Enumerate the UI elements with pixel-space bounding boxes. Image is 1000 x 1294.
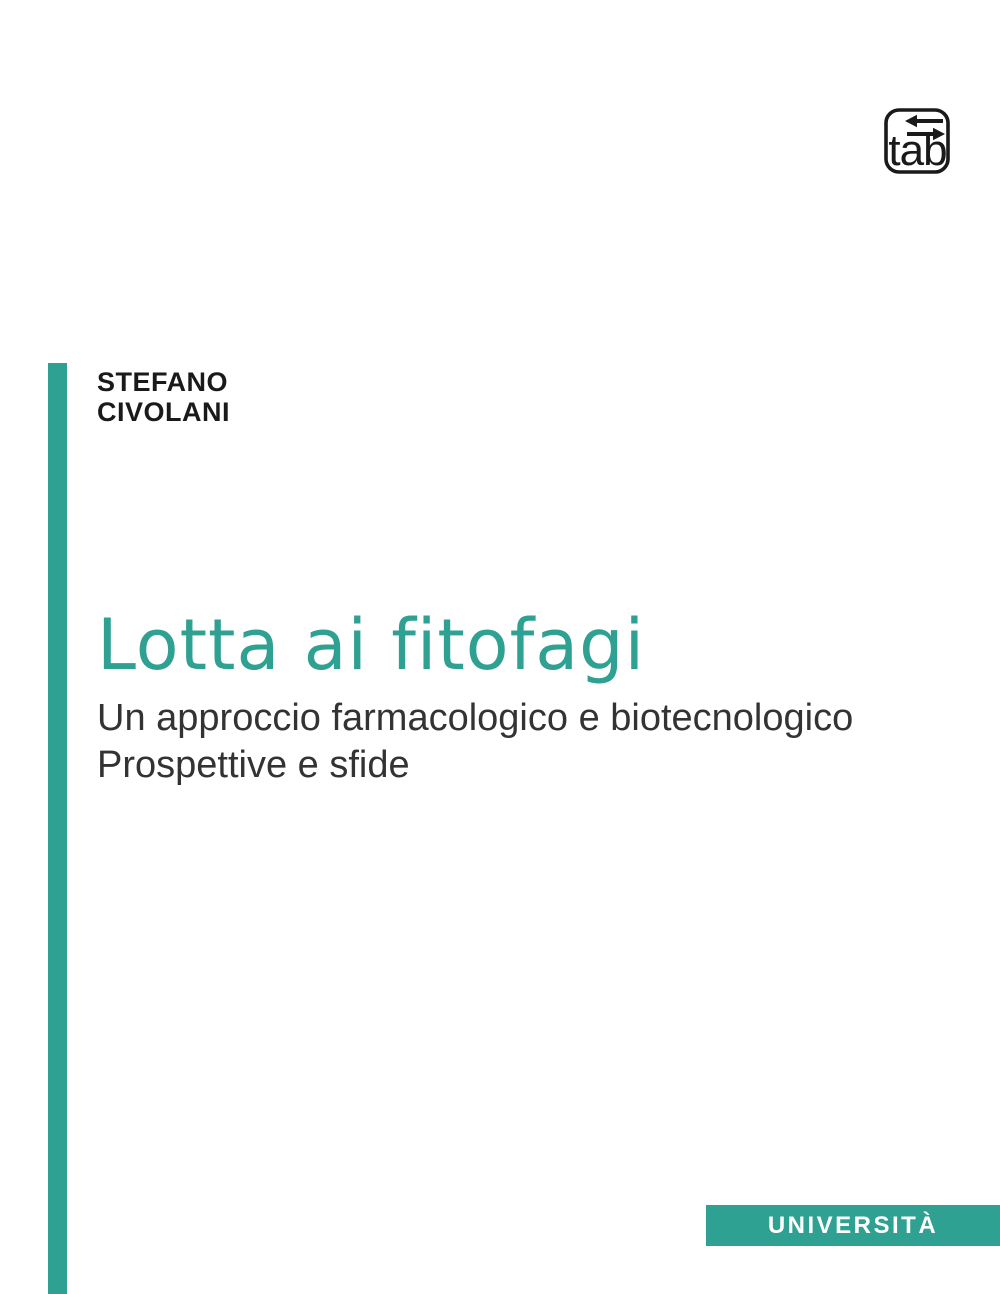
subtitle-line-2: Prospettive e sfide [97,744,410,786]
author-name [97,367,230,427]
left-accent-bar [48,363,67,1294]
book-title: Lotta ai fitofagi [97,604,646,686]
book-subtitle [97,695,853,789]
author-first-name: STEFANO [97,367,229,397]
subtitle-line-1: Un approccio farmacologico e biotecnologico [97,697,854,739]
series-banner-label: UNIVERSITÀ [767,1211,939,1239]
series-banner [706,1205,1000,1246]
publisher-logo-tab [884,108,950,174]
logo-wordmark: tab [888,126,947,174]
author-last-name: CIVOLANI [97,397,231,427]
